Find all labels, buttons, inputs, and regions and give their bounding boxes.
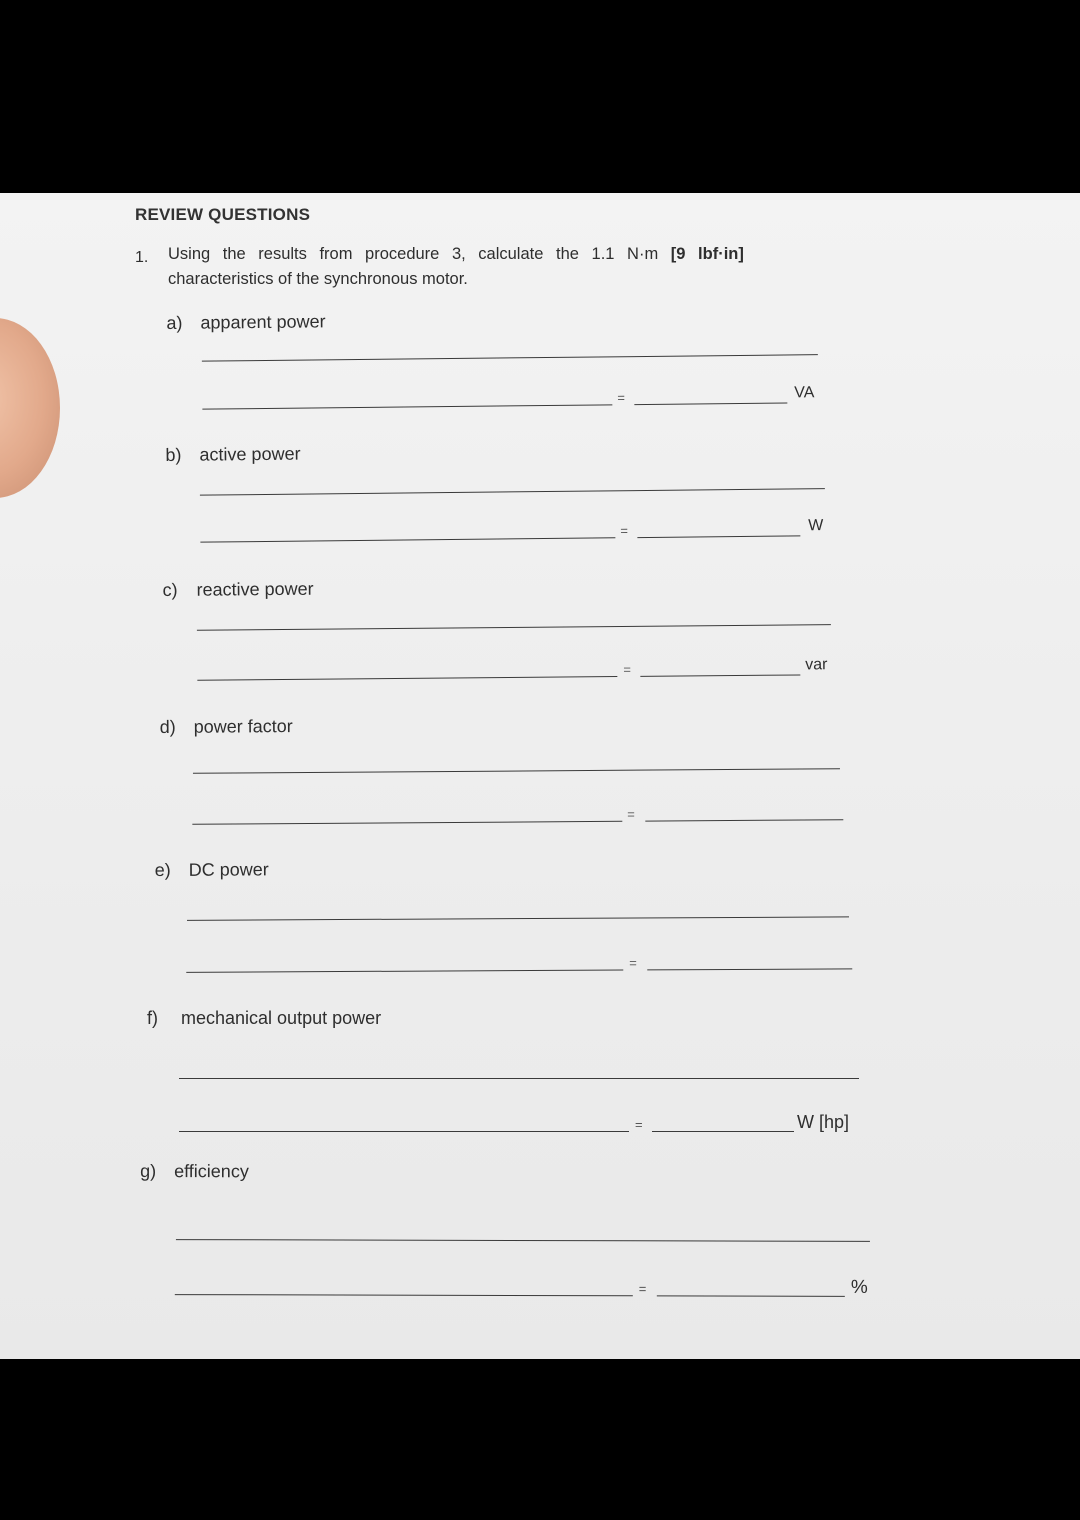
part-letter: c): [162, 579, 178, 601]
answer-line[interactable]: [647, 968, 852, 970]
part-title: reactive power: [196, 578, 314, 600]
working-line[interactable]: [202, 354, 818, 361]
part-title: power factor: [193, 716, 293, 737]
part-title: efficiency: [174, 1161, 249, 1182]
part-letter: f): [147, 1008, 158, 1028]
part-letter: g): [140, 1161, 157, 1182]
question-text-line-1: [168, 245, 744, 264]
part-letter: e): [154, 859, 171, 881]
working-line[interactable]: [200, 488, 825, 496]
part-label: [155, 859, 269, 881]
equals-sign: =: [638, 1281, 647, 1297]
equals-sign: =: [623, 661, 631, 677]
equals-sign: =: [620, 523, 628, 539]
formula-line[interactable]: [197, 676, 617, 681]
part-title: DC power: [188, 859, 269, 880]
answer-line[interactable]: [637, 535, 800, 538]
working-line[interactable]: [193, 768, 840, 774]
part-label: [160, 716, 293, 738]
part-e: [155, 856, 856, 980]
answer-line[interactable]: [657, 1295, 845, 1296]
answer-line[interactable]: [645, 819, 843, 821]
part-c: [162, 574, 838, 700]
working-line[interactable]: [176, 1239, 870, 1242]
formula-line[interactable]: [179, 1131, 629, 1132]
part-letter: a): [166, 312, 183, 334]
unit-label: W [hp]: [797, 1112, 850, 1132]
question-text-line-2: characteristics of the synchronous motor.: [168, 270, 468, 288]
formula-line[interactable]: [186, 970, 623, 973]
section-heading: REVIEW QUESTIONS: [135, 205, 311, 224]
part-label: [165, 444, 300, 466]
working-line[interactable]: [179, 1078, 859, 1079]
formula-line[interactable]: [202, 404, 612, 409]
unit-label: var: [805, 656, 828, 674]
thumb: [0, 318, 60, 498]
part-a: [166, 306, 827, 433]
question-text-imperial: [9 lbf·in]: [670, 245, 744, 263]
part-letter: b): [165, 444, 182, 466]
working-line[interactable]: [197, 624, 831, 631]
equals-sign: =: [635, 1117, 643, 1132]
part-title: apparent power: [200, 311, 326, 333]
worksheet-page: [0, 193, 1080, 1359]
unit-label: %: [850, 1276, 868, 1298]
formula-line[interactable]: [175, 1294, 633, 1296]
part-label: [140, 1161, 249, 1182]
answer-line[interactable]: [640, 674, 800, 676]
answer-line[interactable]: [634, 403, 787, 406]
part-d: [160, 712, 846, 837]
part-title: active power: [199, 443, 301, 465]
unit-label: W: [808, 517, 824, 535]
part-letter: d): [159, 716, 176, 738]
formula-line[interactable]: [200, 537, 615, 542]
part-b: [165, 438, 831, 565]
question-number: 1.: [135, 249, 149, 266]
equals-sign: =: [627, 806, 635, 822]
question-text-main: Using the results from procedure 3, calculate the 1.1 N·m: [168, 245, 659, 263]
part-label: [166, 311, 325, 334]
part-title: mechanical output power: [181, 1008, 382, 1028]
unit-label: VA: [794, 384, 815, 402]
part-g: [140, 1161, 875, 1298]
equals-sign: =: [617, 390, 625, 406]
equals-sign: =: [629, 955, 637, 971]
part-label: [162, 579, 313, 601]
working-line[interactable]: [187, 916, 849, 920]
answer-line[interactable]: [652, 1131, 794, 1132]
part-f: [147, 1008, 867, 1132]
part-label: [147, 1008, 381, 1029]
formula-line[interactable]: [192, 821, 622, 825]
